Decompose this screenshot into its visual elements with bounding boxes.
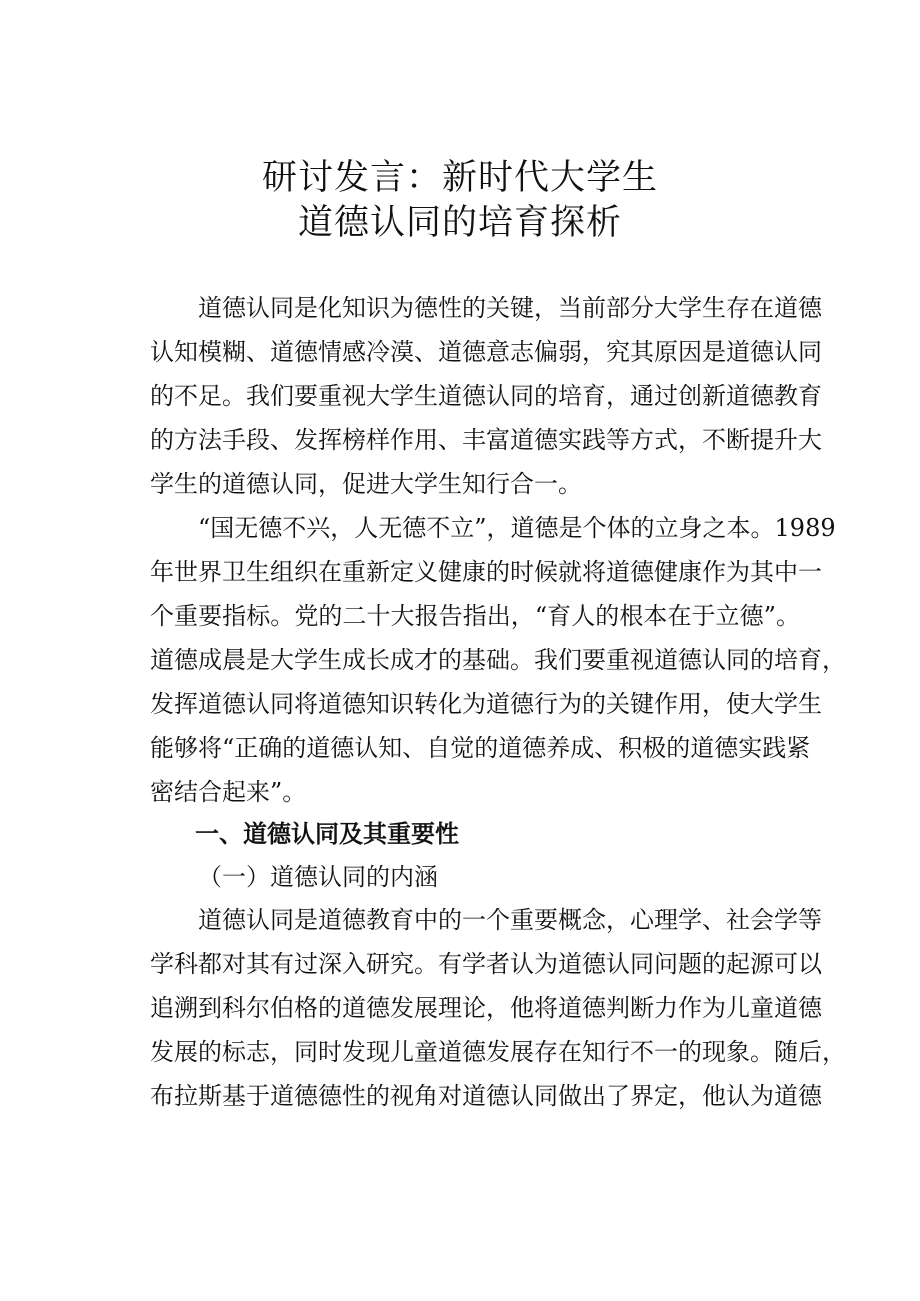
document-title-line-1: 研讨发言：新时代大学生 [261, 158, 658, 198]
paragraph-2-line-1: “国无德不兴，人无德不立”，道德是个体的立身之本。1989 [150, 514, 836, 542]
paragraph-3-line-4: 发展的标志，同时发现儿童道德发展存在知行不一的现象。随后， [150, 1038, 846, 1066]
paragraph-1-line-3: 的不足。我们要重视大学生道德认同的培育，通过创新道德教育 [150, 382, 822, 410]
paragraph-2-line-7: 密结合起来”。 [150, 778, 307, 806]
section-heading-1: 一、道德认同及其重要性 [195, 820, 459, 848]
paragraph-2-line-6: 能够将“正确的道德认知、自觉的道德养成、积极的道德实践紧 [150, 734, 811, 762]
paragraph-2-line-2: 年世界卫生组织在重新定义健康的时候就将道德健康作为其中一 [150, 558, 822, 586]
paragraph-3-line-3: 追溯到科尔伯格的道德发展理论，他将道德判断力作为儿童道德 [150, 994, 822, 1022]
paragraph-3-line-2: 学科都对其有过深入研究。有学者认为道德认同问题的起源可以 [150, 950, 822, 978]
paragraph-2-line-3: 个重要指标。党的二十大报告指出，“育人的根本在于立德”。 [150, 602, 800, 630]
paragraph-1-line-4: 的方法手段、发挥榜样作用、丰富道德实践等方式，不断提升大 [150, 426, 822, 454]
subsection-heading-1: （一）道德认同的内涵 [198, 863, 438, 891]
paragraph-1-line-5: 学生的道德认同，促进大学生知行合一。 [150, 470, 582, 498]
document-title-line-2: 道德认同的培育探析 [297, 203, 622, 243]
paragraph-2-line-5: 发挥道德认同将道德知识转化为道德行为的关键作用，使大学生 [150, 690, 822, 718]
paragraph-2-line-4: 道德成晨是大学生成长成才的基础。我们要重视道德认同的培育， [150, 646, 846, 674]
paragraph-3-line-5: 布拉斯基于道德德性的视角对道德认同做出了界定，他认为道德 [150, 1082, 822, 1110]
paragraph-1-line-1: 道德认同是化知识为德性的关键，当前部分大学生存在道德 [150, 294, 822, 322]
paragraph-3-line-1: 道德认同是道德教育中的一个重要概念，心理学、社会学等 [150, 906, 822, 934]
paragraph-1-line-2: 认知模糊、道德情感冷漠、道德意志偏弱，究其原因是道德认同 [150, 338, 822, 366]
